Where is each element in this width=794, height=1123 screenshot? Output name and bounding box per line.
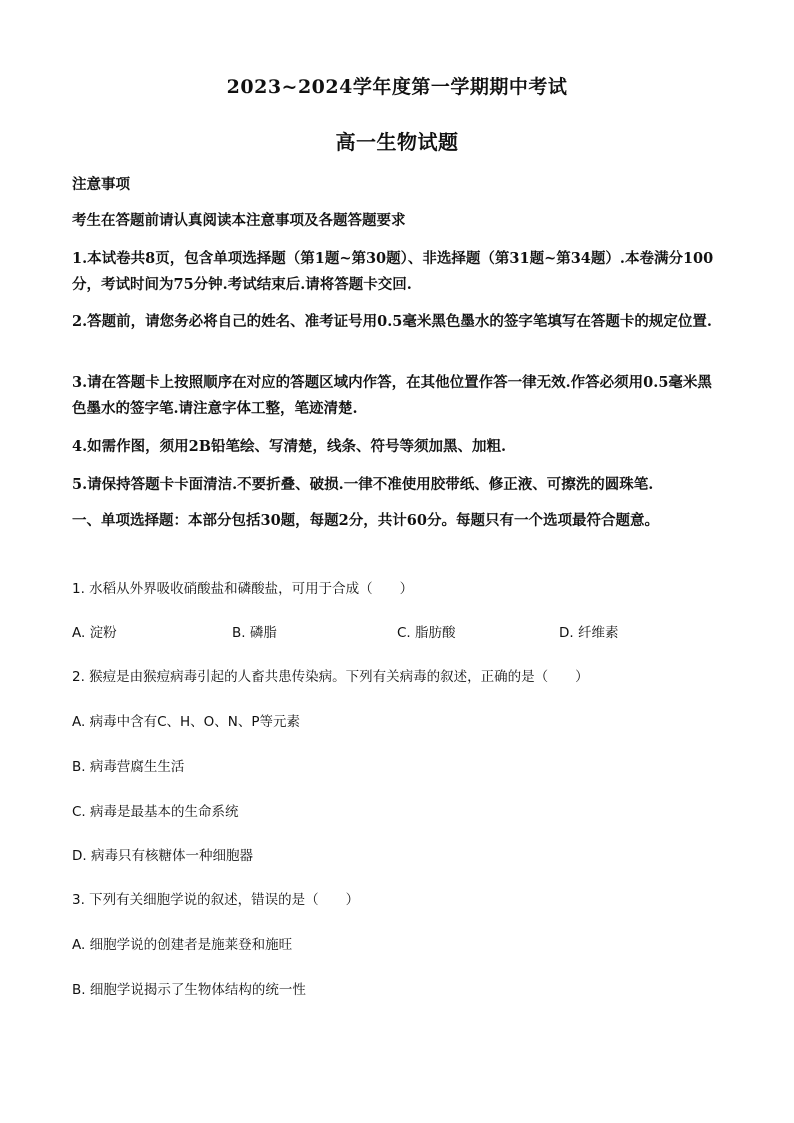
notice-intro: 考生在答题前请认真阅读本注意事项及各题答题要求 <box>72 212 406 229</box>
notice-item-1: 1.本试卷共8页，包含单项选择题（第1题~第30题）、非选择题（第31题~第34题）.本卷满分100分，考试时间为75分钟.考试结束后.请将答题卡交回. <box>72 250 714 293</box>
question-2-option-c: C. 病毒是最基本的生命系统 <box>72 804 239 820</box>
question-2-stem: 2. 猴痘是由猴痘病毒引起的人畜共患传染病。下列有关病毒的叙述，正确的是（ ） <box>72 669 589 685</box>
option-d: D. 纤维素 <box>559 625 619 641</box>
question-2-option-b: B. 病毒营腐生生活 <box>72 759 185 775</box>
question-2-option-a: A. 病毒中含有C、H、O、N、P等元素 <box>72 714 301 730</box>
question-1-options <box>72 622 722 644</box>
option-a: A. 淀粉 <box>72 625 117 641</box>
option-c: C. 脂肪酸 <box>397 625 456 641</box>
notice-item-2: 2.答题前，请您务必将自己的姓名、准考证号用0.5毫米黑色墨水的签字笔填写在答题卡的规定位置. <box>72 313 712 330</box>
question-3-option-b: B. 细胞学说揭示了生物体结构的统一性 <box>72 982 306 998</box>
notice-item-3: 3.请在答题卡上按照顺序在对应的答题区域内作答，在其他位置作答一律无效.作答必须用0.5毫米黑色墨水的签字笔.请注意字体工整，笔迹清楚. <box>72 374 712 417</box>
notice-item-5: 5.请保持答题卡卡面清洁.不要折叠、破损.一律不准使用胶带纸、修正液、可擦洗的圆珠笔. <box>72 476 654 493</box>
question-1-stem: 1. 水稻从外界吸收硝酸盐和磷酸盐，可用于合成（ ） <box>72 581 414 597</box>
section-heading: 一、单项选择题：本部分包括30题，每题2分，共计60分。每题只有一个选项最符合题意。 <box>72 512 659 529</box>
notice-item-4: 4.如需作图，须用2B铅笔绘、写清楚，线条、符号等须加黑、加粗. <box>72 438 507 455</box>
question-2-option-d: D. 病毒只有核糖体一种细胞器 <box>72 848 253 864</box>
option-b: B. 磷脂 <box>232 625 277 641</box>
notice-heading: 注意事项 <box>72 176 130 193</box>
exam-title: 2023~2024学年度第一学期期中考试 <box>226 76 568 98</box>
question-3-stem: 3. 下列有关细胞学说的叙述，错误的是（ ） <box>72 892 360 908</box>
question-3-option-a: A. 细胞学说的创建者是施莱登和施旺 <box>72 937 293 953</box>
subject-title: 高一生物试题 <box>335 130 459 154</box>
